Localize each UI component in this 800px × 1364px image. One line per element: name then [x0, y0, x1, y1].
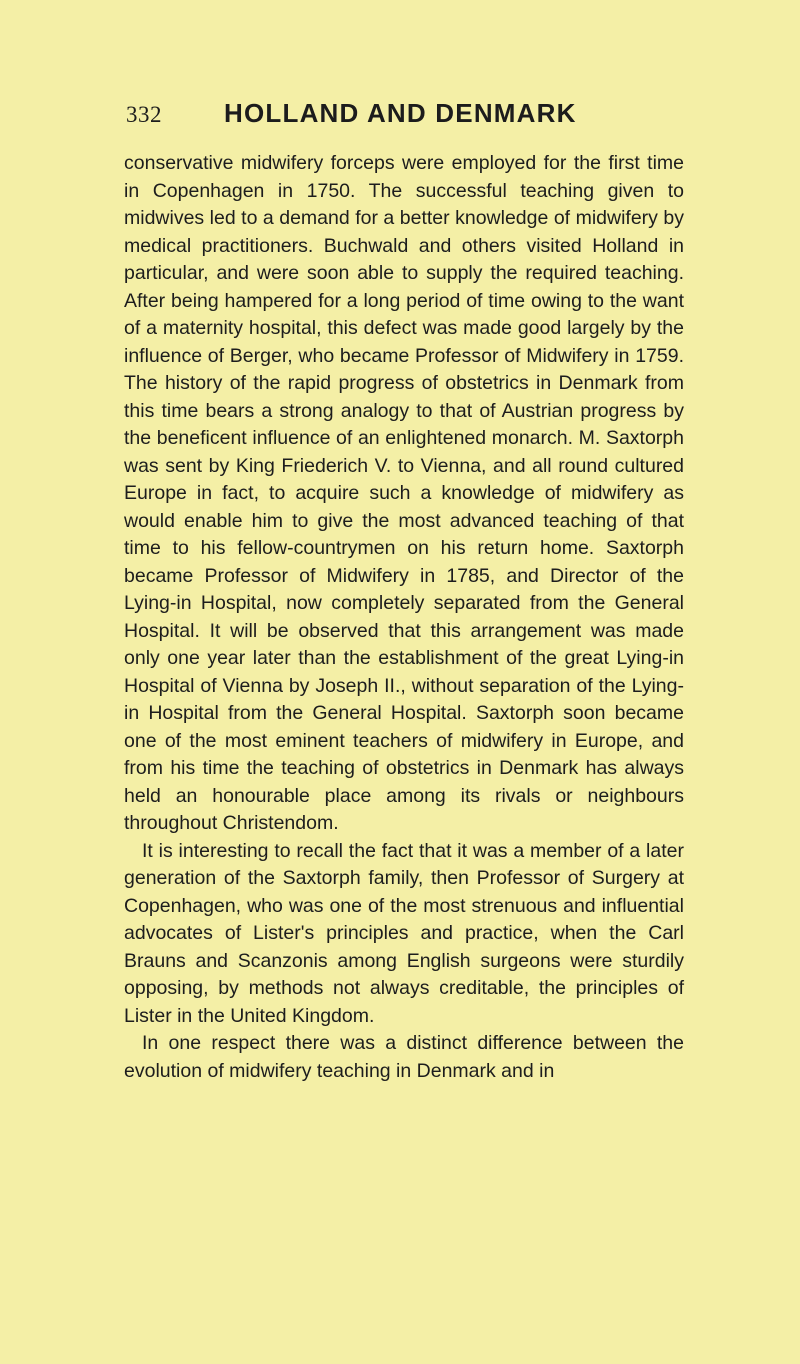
running-title: HOLLAND AND DENMARK	[224, 98, 577, 128]
body-text	[124, 150, 684, 1085]
page-number: 332	[126, 102, 162, 127]
paragraph-1: conservative midwifery forceps were employed for the first time in Copenhagen in 1750. The successful teaching given to midwives led to a demand for a better knowledge of midwifery by medical practitioners. Buchwald and others visited Holland in particular, and were soon able to supply the required teaching. After being hampered for a long period of time owing to the want of a maternity hospital, this defect was made good largely by the influence of Berger, who became Professor of Midwifery in 1759. The history of the rapid progress of obstetrics in Denmark from this time bears a strong analogy to that of Austrian progress by the beneficent influence of an enlightened monarch. M. Saxtorph was sent by King Friederich V. to Vienna, and all round cultured Europe in fact, to acquire such a knowledge of midwifery as would enable him to give the most advanced teaching of that time to his fellow-countrymen on his return home. Saxtorph became Professor of Midwifery in 1785, and Director of the Lying-in Hospital, now completely separated from the General Hospital. It will be observed that this arrangement was made only one year later than the establishment of the great Lying-in Hospital of Vienna by Joseph II., without separation of the Lying-in Hospital from the General Hospital. Saxtorph soon became one of the most eminent teachers of midwifery in Europe, and from his time the teaching of obstetrics in Denmark has always held an honourable place among its rivals or neighbours throughout Christendom.	[124, 152, 684, 834]
paragraph-3: In one respect there was a distinct difference between the evolution of midwifery teaching in Denmark and in	[124, 1032, 684, 1082]
paragraph-2: It is interesting to recall the fact that it was a member of a later generation of the Saxtorph family, then Professor of Surgery at Copenhagen, who was one of the most strenuous and influential advocates of Lister's principles and practice, when the Carl Brauns and Scanzonis among English surgeons were sturdily opposing, by methods not always creditable, the principles of Lister in the United Kingdom.	[124, 839, 684, 1027]
running-head	[126, 98, 682, 134]
